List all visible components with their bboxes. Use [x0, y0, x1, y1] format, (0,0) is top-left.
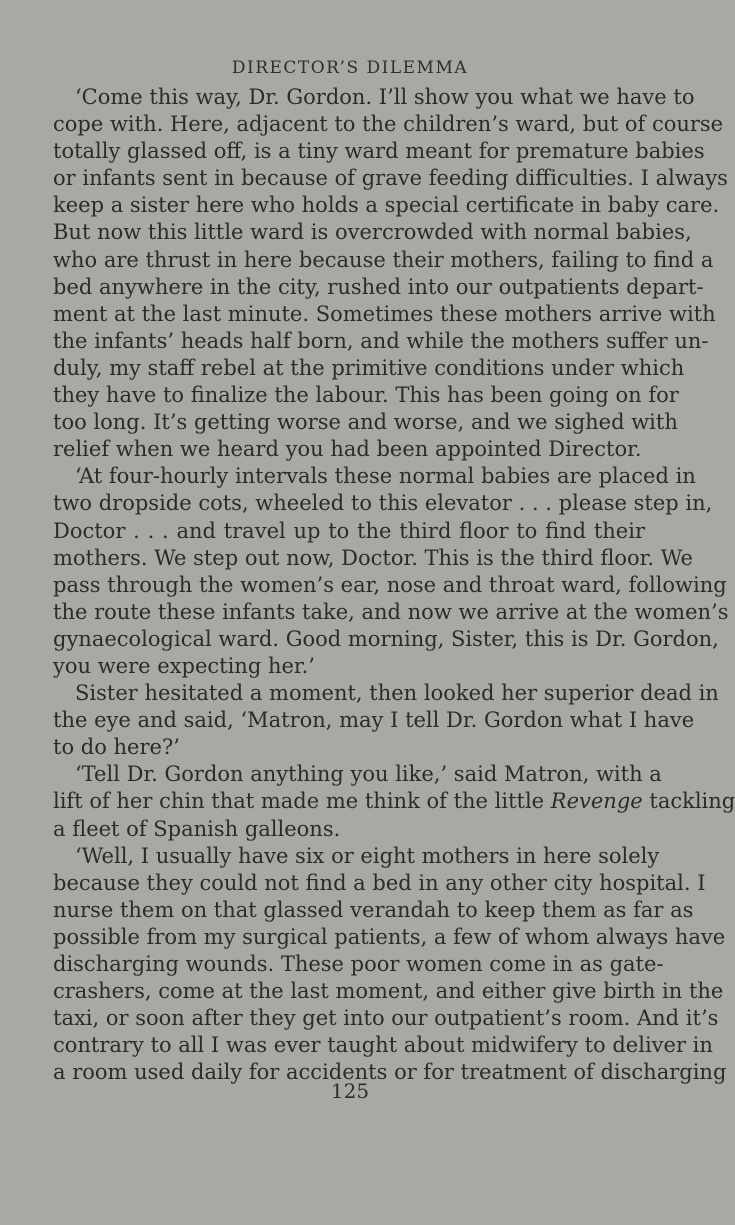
text-line: you were expecting her.’ [53, 653, 315, 678]
text-line: Doctor . . . and travel up to the third floor to find their [53, 518, 645, 543]
text-fragment: lift of her chin that made me think of the little [53, 789, 551, 814]
text-line: ‘At four-hourly intervals these normal babies are placed in [75, 464, 696, 489]
text-line: too long. It’s getting worse and worse, and we sighed with [53, 410, 678, 435]
text-line: taxi, or soon after they get into our outpatient’s room. And it’s [53, 1006, 719, 1031]
text-line: two dropside cots, wheeled to this elevator . . . please step in, [53, 491, 713, 516]
text-line: bed anywhere in the city, rushed into our outpatients depart- [53, 274, 704, 299]
text-line: the eye and said, ‘Matron, may I tell Dr. Gordon what I have [53, 708, 695, 733]
ship-name-italic: Revenge [550, 789, 643, 814]
text-line: or infants sent in because of grave feeding difficulties. I always [53, 166, 728, 191]
text-line: pass through the women’s ear, nose and throat ward, following [53, 572, 727, 597]
text-line: totally glassed off, is a tiny ward meant for premature babies [53, 139, 705, 164]
text-line: discharging wounds. These poor women come in as gate- [53, 952, 664, 976]
text-line: a room used daily for accidents or for treatment of discharging [53, 1060, 727, 1085]
text-line: cope with. Here, adjacent to the children’s ward, but of course [53, 112, 724, 137]
text-line: mothers. We step out now, Doctor. This is the third floor. We [53, 545, 693, 570]
text-line: ‘Tell Dr. Gordon anything you like,’ said Matron, with a [75, 762, 662, 787]
text-line: relief when we heard you had been appointed Director. [53, 437, 642, 462]
body-text [53, 84, 735, 1086]
text-line: who are thrust in here because their mothers, failing to find a [53, 247, 714, 272]
text-line: to do here?’ [53, 735, 180, 760]
text-line: gynaecological ward. Good morning, Sister, this is Dr. Gordon, [53, 626, 719, 651]
text-line: the infants’ heads half born, and while the mothers suffer un- [53, 328, 709, 353]
text-line: ‘Come this way, Dr. Gordon. I’ll show you what we have to [75, 85, 695, 109]
text-line: the route these infants take, and now we arrive at the women’s [53, 599, 729, 624]
text-line: ‘Well, I usually have six or eight mothers in here solely [75, 843, 660, 868]
text-line [53, 788, 735, 815]
text-line: contrary to all I was ever taught about midwifery to deliver in [53, 1033, 713, 1058]
running-head: DIRECTOR’S DILEMMA [231, 58, 469, 78]
text-line: because they could not find a bed in any other city hospital. I [53, 870, 706, 895]
text-line: But now this little ward is overcrowded with normal babies, [53, 220, 692, 245]
page-number: 125 [330, 1079, 370, 1103]
text-line: nurse them on that glassed verandah to keep them as far as [53, 897, 694, 922]
text-line: possible from my surgical patients, a few of whom always have [53, 924, 726, 949]
text-line: they have to finalize the labour. This has been going on for [53, 383, 679, 408]
text-line: crashers, come at the last moment, and either give birth in the [53, 979, 724, 1004]
text-fragment: tackling [642, 789, 735, 814]
text-line: Sister hesitated a moment, then looked her superior dead in [75, 681, 719, 706]
text-line: ment at the last minute. Sometimes these mothers arrive with [53, 301, 716, 326]
text-line: keep a sister here who holds a special certificate in baby care. [53, 193, 720, 218]
text-line: duly, my staff rebel at the primitive conditions under which [53, 355, 685, 380]
text-line: a fleet of Spanish galleons. [53, 816, 341, 841]
